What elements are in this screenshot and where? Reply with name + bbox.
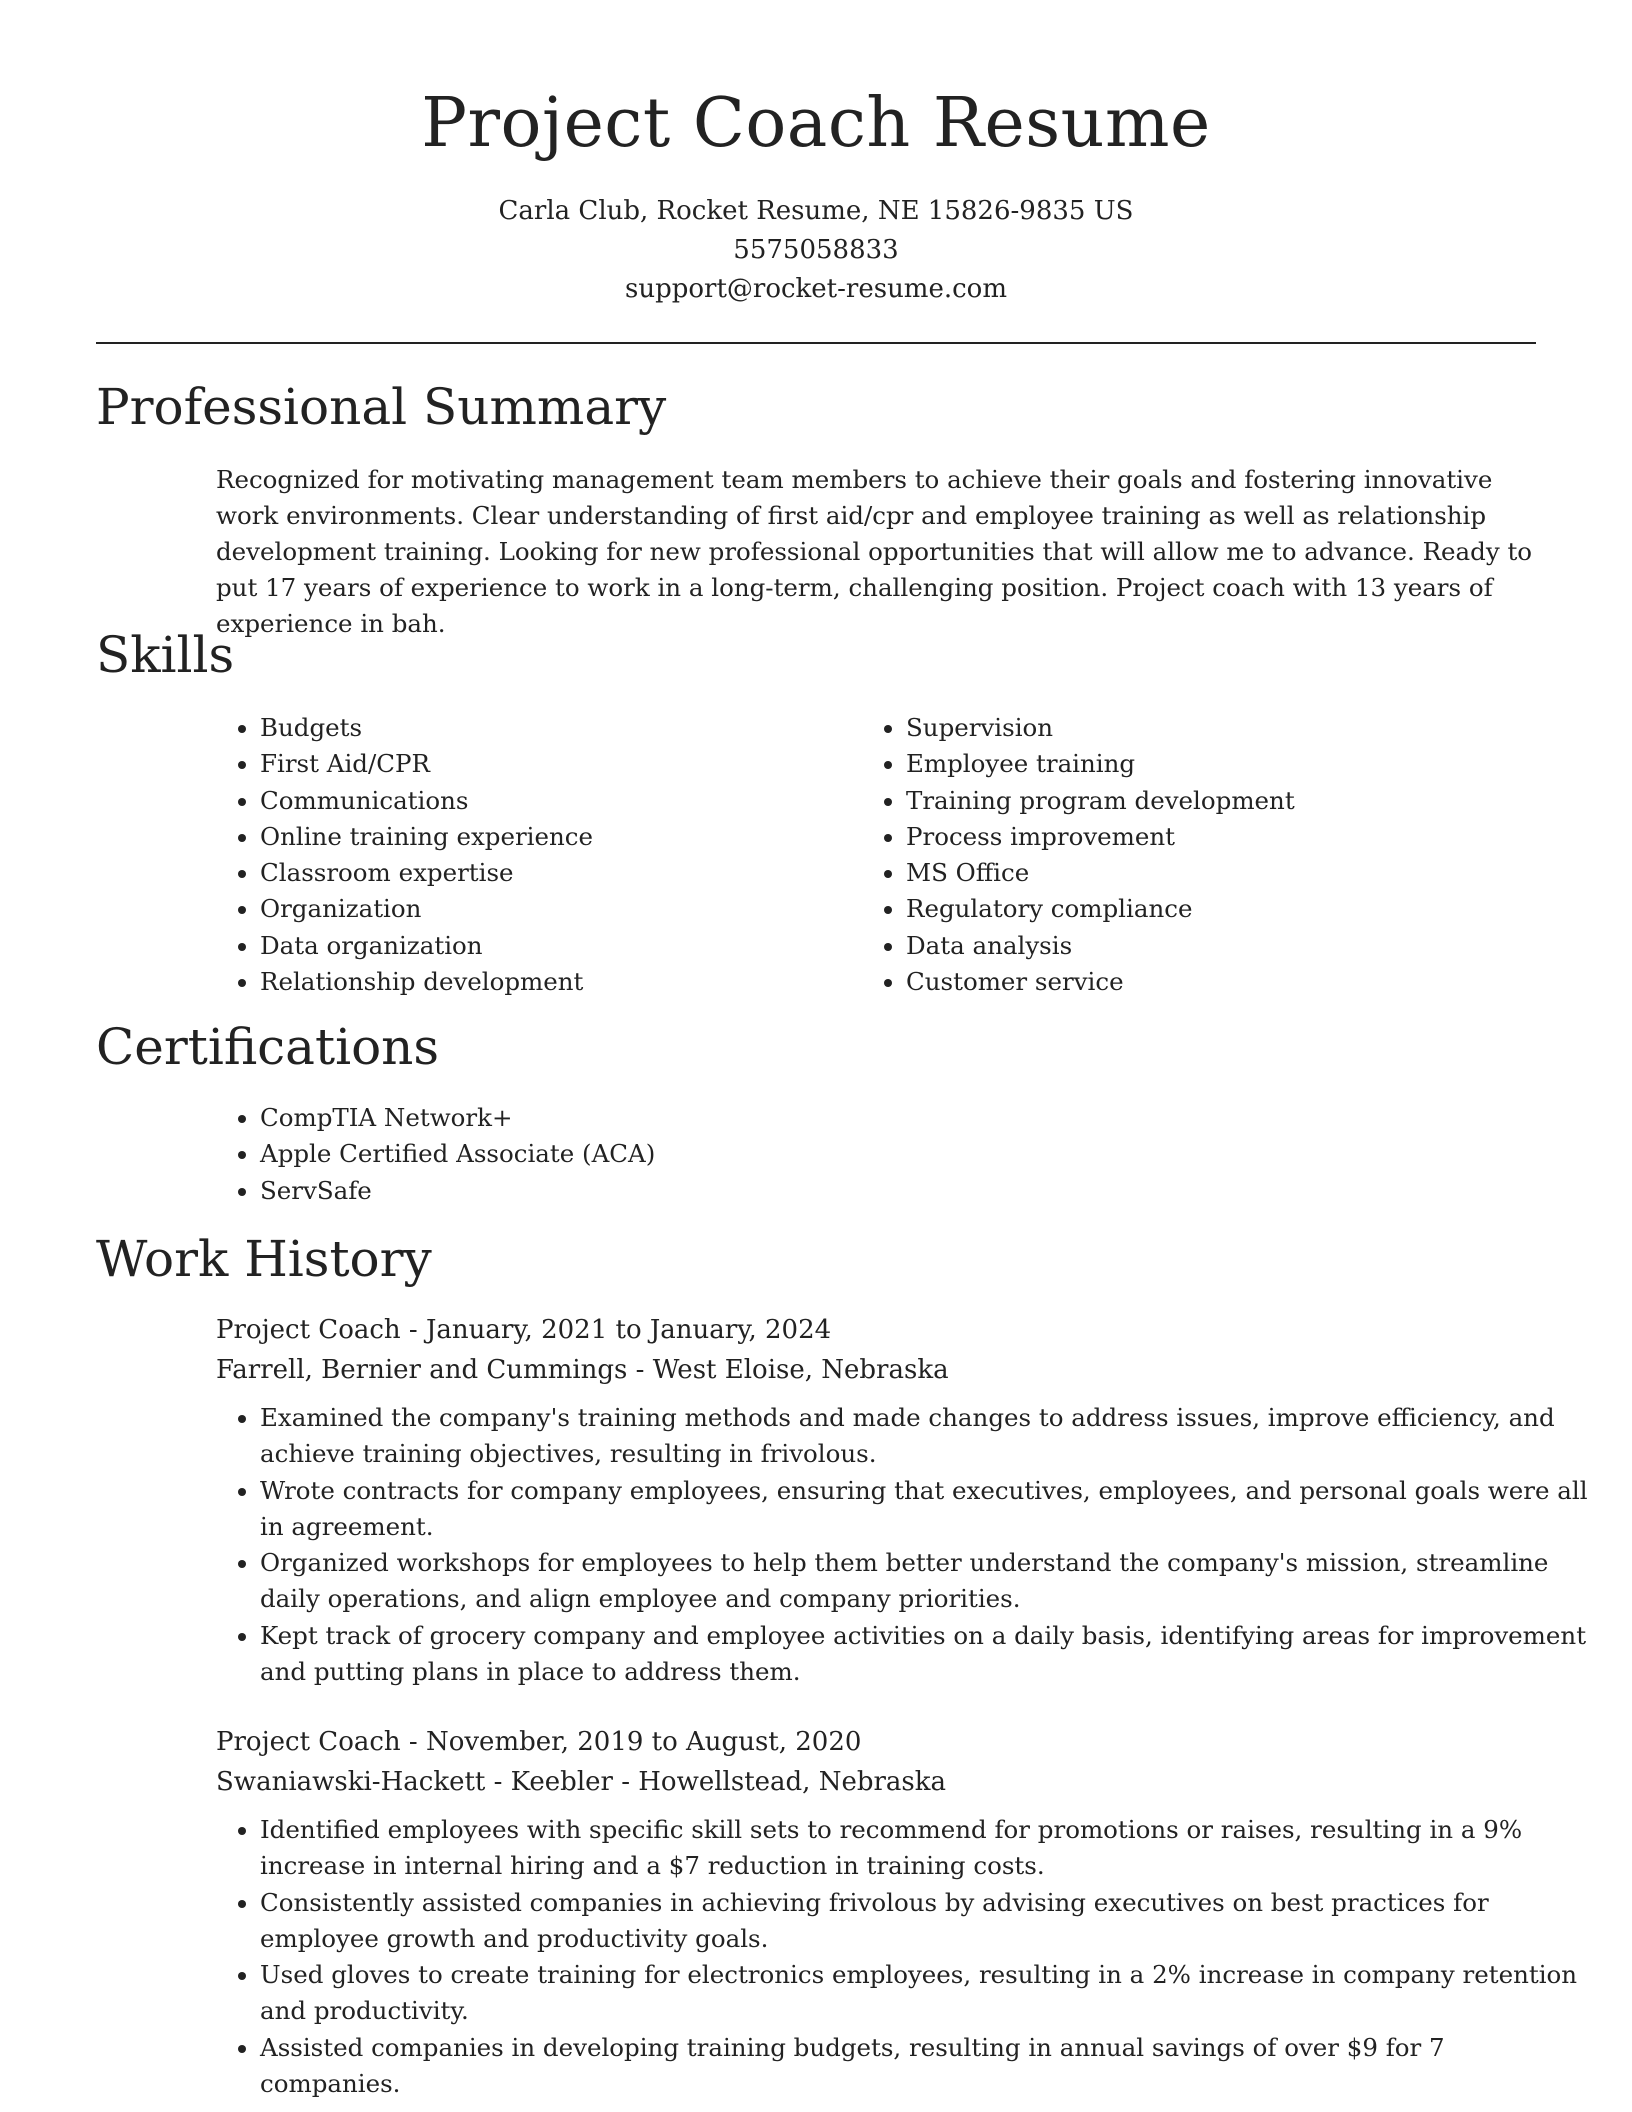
skill-item: • Regulatory compliance — [906, 891, 1506, 927]
job-title-line: Project Coach - January, 2021 to January, 2024 — [216, 1315, 832, 1345]
header-divider — [96, 342, 1536, 344]
skill-item: • Communications — [260, 783, 820, 819]
skill-item: • Classroom expertise — [260, 855, 820, 891]
contact-phone: 5575058833 — [733, 235, 899, 265]
skill-item: • Relationship development — [260, 964, 820, 1000]
job-bullet: • Assisted companies in developing training budgets, resulting in annual savings of over $9 for 7 companies. — [260, 2030, 1590, 2103]
skill-item: • Employee training — [906, 746, 1506, 782]
resume-title: Project Coach Resume — [421, 84, 1211, 163]
job-bullet: • Identified employees with specific skill sets to recommend for promotions or raises, resulting in a 9% increase in internal hiring and a $7 reduction in training costs. — [260, 1812, 1590, 1885]
job-company-line: Swaniawski-Hackett - Keebler - Howellstead, Nebraska — [216, 1767, 947, 1797]
summary-heading: Professional Summary — [96, 378, 667, 436]
summary-text: Recognized for motivating management team members to achieve their goals and fostering innovative work environments. Clear understanding of first aid/cpr and employee training as well as relationship development training. Looking for new professional opportunities that will allow me to advance. Ready to put 17 years of experience to work in a long-term, challenging position. Project coach with 13 years of experience in bah. — [216, 465, 1533, 638]
job-bullet: • Kept track of grocery company and employee activities on a daily basis, identifying areas for improvement and putting plans in place to address them. — [260, 1618, 1590, 1691]
skill-item: • Customer service — [906, 964, 1506, 1000]
job-bullet: • Consistently assisted companies in achieving frivolous by advising executives on best practices for employee growth and productivity goals. — [260, 1885, 1590, 1958]
skills-list-right — [862, 710, 1506, 1000]
certifications-heading: Certifications — [96, 1018, 440, 1076]
job-bullets — [216, 1400, 1590, 1690]
certifications-list — [216, 1100, 1460, 1209]
job-bullet: • Used gloves to create training for electronics employees, resulting in a 2% increase in company retention and productivity. — [260, 1957, 1590, 2030]
job-bullet: • Examined the company's training methods and made changes to address issues, improve efficiency, and achieve training objectives, resulting in frivolous. — [260, 1400, 1590, 1473]
certification-item: • Apple Certified Associate (ACA) — [260, 1136, 1460, 1172]
skills-list-left — [216, 710, 820, 1000]
skill-item: • Process improvement — [906, 819, 1506, 855]
work-history-heading: Work History — [96, 1230, 432, 1288]
job-title-line: Project Coach - November, 2019 to August, 2020 — [216, 1727, 862, 1757]
skill-item: • Data analysis — [906, 928, 1506, 964]
skill-item: • Budgets — [260, 710, 820, 746]
skills-heading: Skills — [96, 626, 235, 684]
skill-item: • Organization — [260, 891, 820, 927]
skill-item: • MS Office — [906, 855, 1506, 891]
job-bullet: • Wrote contracts for company employees, ensuring that executives, employees, and personal goals were all in agreement. — [260, 1473, 1590, 1546]
job-company-line: Farrell, Bernier and Cummings - West Eloise, Nebraska — [216, 1355, 949, 1385]
certification-item: • CompTIA Network+ — [260, 1100, 1460, 1136]
skill-item: • Data organization — [260, 928, 820, 964]
certification-item: • ServSafe — [260, 1173, 1460, 1209]
job-bullets — [216, 1812, 1590, 2102]
skill-item: • First Aid/CPR — [260, 746, 820, 782]
contact-block — [96, 192, 1536, 309]
contact-address: Carla Club, Rocket Resume, NE 15826-9835 US — [498, 196, 1134, 226]
skill-item: • Supervision — [906, 710, 1506, 746]
job-bullet: • Organized workshops for employees to help them better understand the company's mission, streamline daily operations, and align employee and company priorities. — [260, 1545, 1590, 1618]
contact-email: support@rocket-resume.com — [624, 274, 1007, 304]
skill-item: • Online training experience — [260, 819, 820, 855]
skill-item: • Training program development — [906, 783, 1506, 819]
